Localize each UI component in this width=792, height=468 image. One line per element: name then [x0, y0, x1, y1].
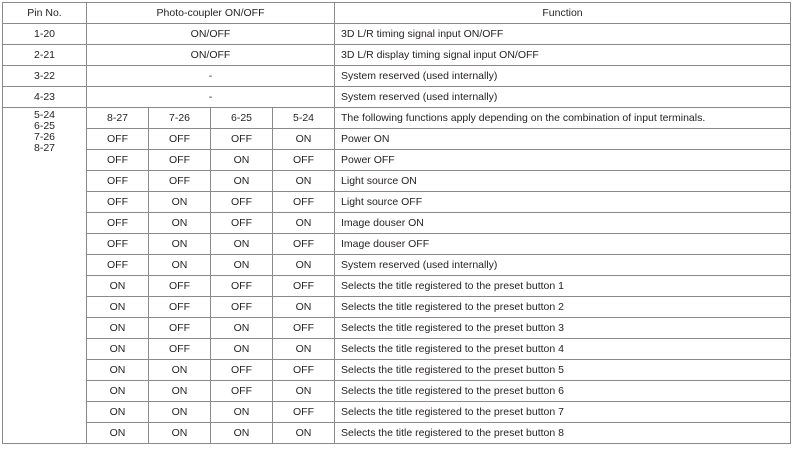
state-cell: ON [273, 297, 335, 318]
combo-pin-cell [3, 108, 87, 444]
pin-cell: 2-21 [3, 45, 87, 66]
function-cell: Selects the title registered to the preset button 1 [335, 276, 791, 297]
table-row [3, 129, 791, 150]
state-cell: ON [87, 402, 149, 423]
state-cell: OFF [87, 150, 149, 171]
function-cell: Selects the title registered to the preset button 6 [335, 381, 791, 402]
state-cell: ON [273, 255, 335, 276]
table-row [3, 381, 791, 402]
state-cell: OFF [273, 234, 335, 255]
function-cell: Selects the title registered to the preset button 4 [335, 339, 791, 360]
state-cell: OFF [211, 192, 273, 213]
state-cell: OFF [149, 276, 211, 297]
state-cell: OFF [149, 339, 211, 360]
coupler-cell: ON/OFF [87, 24, 335, 45]
state-cell: OFF [211, 360, 273, 381]
state-cell: OFF [87, 171, 149, 192]
table-row [3, 150, 791, 171]
state-cell: OFF [273, 402, 335, 423]
state-cell: ON [273, 171, 335, 192]
state-cell: ON [87, 318, 149, 339]
function-cell: Light source OFF [335, 192, 791, 213]
header-photocoupler: Photo-coupler ON/OFF [87, 3, 335, 24]
table-row [3, 360, 791, 381]
state-cell: ON [149, 192, 211, 213]
state-cell: ON [87, 339, 149, 360]
state-cell: ON [273, 129, 335, 150]
function-cell: 3D L/R timing signal input ON/OFF [335, 24, 791, 45]
state-cell: ON [87, 360, 149, 381]
state-cell: ON [149, 255, 211, 276]
state-cell: ON [149, 360, 211, 381]
state-cell: OFF [211, 276, 273, 297]
state-cell: OFF [273, 192, 335, 213]
function-cell: System reserved (used internally) [335, 255, 791, 276]
state-cell: OFF [149, 150, 211, 171]
pin-function-table [2, 2, 791, 444]
table-row [3, 402, 791, 423]
state-cell: OFF [211, 129, 273, 150]
function-cell: Image douser ON [335, 213, 791, 234]
header-pin-no: Pin No. [3, 3, 87, 24]
state-cell: ON [211, 423, 273, 444]
table-row [3, 45, 791, 66]
function-cell: 3D L/R display timing signal input ON/OFF [335, 45, 791, 66]
table-row [3, 297, 791, 318]
combo-column-header: 6-25 [211, 108, 273, 129]
state-cell: ON [273, 339, 335, 360]
function-cell: Power OFF [335, 150, 791, 171]
combo-pin: 8-27 [33, 142, 55, 154]
header-function: Function [335, 3, 791, 24]
function-cell: Power ON [335, 129, 791, 150]
state-cell: ON [211, 234, 273, 255]
combo-columns-row [3, 108, 791, 129]
state-cell: ON [211, 339, 273, 360]
state-cell: OFF [87, 255, 149, 276]
pin-cell: 3-22 [3, 66, 87, 87]
state-cell: OFF [273, 150, 335, 171]
combo-column-header: 5-24 [273, 108, 335, 129]
state-cell: ON [273, 213, 335, 234]
state-cell: ON [149, 402, 211, 423]
table-row [3, 213, 791, 234]
table-row [3, 192, 791, 213]
table-row [3, 66, 791, 87]
table-header-row [3, 3, 791, 24]
table-row [3, 24, 791, 45]
state-cell: OFF [211, 297, 273, 318]
state-cell: OFF [87, 192, 149, 213]
state-cell: ON [149, 234, 211, 255]
table-row [3, 87, 791, 108]
state-cell: OFF [273, 276, 335, 297]
function-cell: Image douser OFF [335, 234, 791, 255]
state-cell: ON [87, 423, 149, 444]
state-cell: ON [149, 213, 211, 234]
combo-pin: 6-25 [33, 120, 55, 132]
coupler-cell: - [87, 66, 335, 87]
table-row [3, 234, 791, 255]
state-cell: ON [87, 297, 149, 318]
function-cell: Selects the title registered to the preset button 2 [335, 297, 791, 318]
state-cell: OFF [87, 129, 149, 150]
table-row [3, 171, 791, 192]
state-cell: OFF [149, 297, 211, 318]
table-row [3, 318, 791, 339]
state-cell: ON [211, 318, 273, 339]
state-cell: ON [149, 423, 211, 444]
state-cell: OFF [87, 213, 149, 234]
combo-column-header: 8-27 [87, 108, 149, 129]
state-cell: ON [211, 255, 273, 276]
combo-pin: 5-24 [33, 109, 55, 121]
state-cell: ON [149, 381, 211, 402]
state-cell: ON [211, 402, 273, 423]
coupler-cell: - [87, 87, 335, 108]
pin-cell: 4-23 [3, 87, 87, 108]
state-cell: ON [87, 276, 149, 297]
combo-pin: 7-26 [33, 131, 55, 143]
pin-cell: 1-20 [3, 24, 87, 45]
state-cell: ON [87, 381, 149, 402]
combo-intro: The following functions apply depending on the combination of input terminals. [335, 108, 791, 129]
function-cell: Selects the title registered to the preset button 3 [335, 318, 791, 339]
function-cell: Selects the title registered to the preset button 5 [335, 360, 791, 381]
table-row [3, 339, 791, 360]
combo-column-header: 7-26 [149, 108, 211, 129]
state-cell: ON [211, 150, 273, 171]
function-cell: Selects the title registered to the preset button 7 [335, 402, 791, 423]
table-row [3, 276, 791, 297]
state-cell: OFF [273, 360, 335, 381]
state-cell: OFF [149, 171, 211, 192]
state-cell: OFF [149, 318, 211, 339]
coupler-cell: ON/OFF [87, 45, 335, 66]
function-cell: Selects the title registered to the preset button 8 [335, 423, 791, 444]
table-row [3, 423, 791, 444]
function-cell: System reserved (used internally) [335, 87, 791, 108]
state-cell: OFF [149, 129, 211, 150]
table-row [3, 255, 791, 276]
state-cell: OFF [211, 213, 273, 234]
state-cell: ON [273, 381, 335, 402]
function-cell: Light source ON [335, 171, 791, 192]
function-cell: System reserved (used internally) [335, 66, 791, 87]
state-cell: ON [211, 171, 273, 192]
state-cell: OFF [273, 318, 335, 339]
state-cell: OFF [211, 381, 273, 402]
state-cell: ON [273, 423, 335, 444]
state-cell: OFF [87, 234, 149, 255]
